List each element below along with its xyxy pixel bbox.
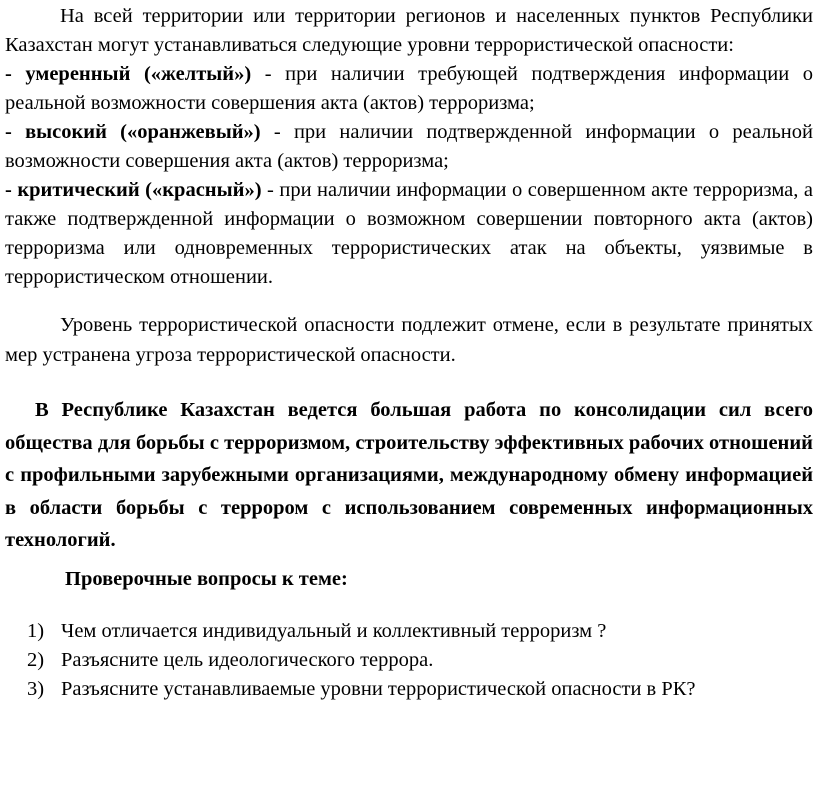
terror-levels-section	[5, 2, 813, 292]
level-moderate-label: - умеренный («желтый»)	[5, 63, 252, 85]
level-high	[5, 118, 813, 176]
cancellation-paragraph: Уровень террористической опасности подлежит отмене, если в результате принятых мер устранена угроза террористической опасности.	[5, 314, 813, 366]
cancellation-section	[5, 310, 813, 370]
level-high-text: - при наличии подтвержденной информации о реальной возможности совершения акта (актов) терроризма;	[5, 121, 813, 172]
question-text: Разъясните устанавливаемые уровни террористической опасности в РК?	[61, 678, 696, 700]
question-text: Чем отличается индивидуальный и коллективный терроризм ?	[61, 620, 607, 642]
question-text: Разъясните цель идеологического террора.	[61, 649, 434, 671]
question-number: 3)	[27, 678, 45, 700]
intro-paragraph: На всей территории или территории регионов и населенных пунктов Республики Казахстан могут устанавливаться следующие уровни террористической опасности:	[5, 5, 813, 56]
question-item	[5, 617, 813, 646]
level-moderate	[5, 60, 813, 118]
question-number: 1)	[27, 620, 45, 642]
level-high-label: - высокий («оранжевый»)	[5, 121, 261, 143]
questions-list	[5, 617, 813, 704]
question-item	[5, 675, 813, 704]
questions-heading: Проверочные вопросы к теме:	[65, 568, 348, 590]
kazakhstan-work-paragraph: В Республике Казахстан ведется большая работа по консолидации сил всего общества для борьбы с терроризмом, строительству эффективных рабочих отношений с профильными зарубежными организациями, международному обмену информацией в области борьбы с террором с использованием современных информационных технологий.	[5, 399, 813, 551]
level-critical-label: - критический («красный»)	[5, 179, 262, 201]
level-moderate-text: - при наличии требующей подтверждения информации о реальной возможности совершения акта (актов) терроризма;	[5, 63, 813, 114]
level-critical-text: - при наличии информации о совершенном акте терроризма, а также подтвержденной информации о возможном совершении повторного акта (актов) терроризма или одновременных террористических атак на объекты, уязвимые в террористическом отношении.	[5, 179, 813, 288]
level-critical	[5, 176, 813, 292]
question-item	[5, 646, 813, 675]
kazakhstan-work-section	[5, 394, 813, 557]
question-number: 2)	[27, 649, 45, 671]
